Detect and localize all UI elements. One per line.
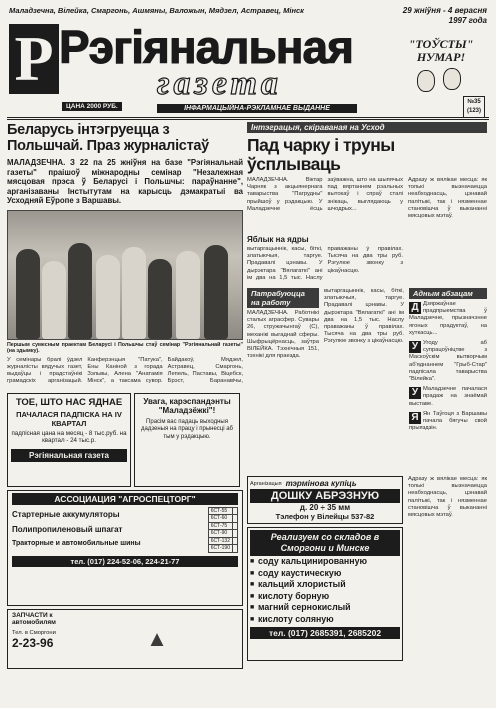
main-headline: Пад чарку і труны ўсплываць	[247, 135, 395, 174]
photo-person	[42, 261, 66, 339]
chemicals-phone: тел. (017) 2685391, 2685202	[250, 627, 400, 639]
agrospetstorg-phone: тел. (017) 224-52-06, 224-21-77	[12, 556, 238, 567]
board-ad-head	[250, 479, 400, 488]
promo-illustration	[397, 66, 485, 100]
right-column	[247, 122, 487, 672]
promo-box	[397, 38, 485, 98]
agrospetstorg-ad	[7, 490, 243, 606]
lower-blocks	[247, 288, 487, 470]
agro-item: Стартерные аккумуляторы	[12, 509, 120, 519]
parts-title: ЗАПЧАСТИ к автомобилям	[12, 611, 56, 626]
towns-text: Маладзечна, Вілейка, Смаргонь, Ашмяны, Валожын, Мядзел, Астравец, Мінск	[9, 6, 304, 15]
battery-table: 6СТ-55 6СТ-60 6СТ-75 6СТ-90 6СТ-132 6СТ-190	[208, 507, 238, 553]
bottom-text-right	[408, 476, 487, 672]
issue-date	[403, 6, 487, 26]
photo-person	[176, 251, 200, 339]
jobs-title: Патрабуюцца на работу	[247, 288, 319, 308]
photo-person	[122, 247, 146, 339]
main-text-left	[247, 177, 403, 286]
bottom-ads-left	[247, 476, 403, 672]
correspondents-ad	[134, 393, 240, 487]
board-ad	[247, 476, 403, 524]
chemical-item: ■ кислоту борную	[250, 591, 400, 603]
drop-cap: Я	[409, 412, 421, 424]
subhead-yablyk: Яблык на ядры	[247, 235, 309, 244]
parts-logo: ▲	[146, 625, 168, 651]
drop-cap: Д	[409, 302, 421, 314]
parts-phone: 2-23-96	[12, 635, 54, 650]
board-kicker: Арганізацыя	[250, 480, 282, 487]
chemical-item: ■ соду каустическую	[250, 568, 400, 580]
parts-ad-left	[12, 612, 72, 666]
issue-number: №35 (123)	[463, 96, 485, 118]
main-kicker: Інтэграцыя, скіраваная на Усход	[247, 122, 487, 133]
face-icon	[443, 68, 461, 90]
bottom-text: Адразу ж вялікае месца: як толькі вызначаецца неабходнасць, цэнавай палітыкі, так і нязменнае становішча ў выкананні мясцовых мэтаў.	[408, 476, 487, 519]
jobs-block-2	[324, 288, 404, 470]
brief-item: У Угоду аб супрацоўніцтве з Маскоўскім вытворчым аб'яднаннем "Грыб-Стар" падпісала таварыства "Вілейка".	[409, 340, 487, 383]
left-column	[7, 122, 243, 669]
subscription-ad	[7, 393, 131, 487]
briefs-title: Адным абзацам	[409, 288, 487, 299]
agrospetstorg-title: АССОЦИАЦИЯ "АГРОСПЕЦТОРГ"	[12, 493, 238, 505]
photo-person	[68, 243, 92, 339]
lead-headline: Беларусь інтэгруецца з Польшчай. Праз журналістаў	[7, 122, 209, 154]
agro-item: Тракторные и автомобильные шины	[12, 539, 141, 547]
subscription-logo: Рэгіянальная газета	[11, 449, 127, 462]
jobs-text: МАЛАДЗЕЧНА. Работнікі сталых аграсфер. Сувары 26, стружачынгаў (С), механікі выгаднай сферы. Шыфрыцёрнасць, заўтра ВІЛЕЙКА. Тэхнічныя 151, тэхнікі для праезда.	[247, 310, 319, 360]
face-icon	[417, 70, 435, 92]
board-phone: Тэлефон у Вілейцы 537-82	[275, 512, 375, 521]
correspondents-text: Прасім вас падаць выходныя дадзеныя на працу і прынесці аб тым у рэдакцыю.	[140, 418, 233, 440]
main-text-1: МАЛАДЗЕЧНА. Віктар Чарняк з акцыянернага таварыства "Пагрудны" прыйшоў у рэдакцыю. У Маладзечне ёсць заўважна, што на шыпячых пад вяртаннем рэальных вытокаў і спраў сталі знікаць, выглядаюць у шчодрых...	[247, 177, 403, 212]
agro-item: Полипропиленовый шпагат	[12, 524, 123, 534]
logo-letter: Р	[9, 24, 59, 94]
issue-year: 1997 года	[448, 16, 487, 25]
parts-ad	[7, 609, 243, 669]
board-title: тэрмінова купіць	[285, 479, 357, 488]
board-headline: ДОШКУ АБРЭЗНУЮ	[250, 489, 400, 503]
briefs-block	[409, 288, 487, 470]
subscription-price: падпісная цана на месяц - 8 тыс.руб. на квартал - 24 тыс.р.	[11, 429, 127, 444]
lead-paragraph: МАЛАДЗЕЧНА. З 22 па 25 жніўня на базе "Рэгіянальнай газеты" праішоў міжнародны семінар "Незалежная мясцовая прэса ў Беларусі і Польшчы: параўнанне", арганізаваны Інстытутам на карысць дэмакратыі ва Усходняй Еўропе з Варшавы.	[7, 158, 243, 205]
agrospetstorg-items	[12, 507, 204, 553]
lead-photo	[7, 210, 243, 340]
brief-item: Я Ян Таўгоця з Варшавы пачала бягучы свой прыяздзін.	[409, 410, 487, 432]
price-label: ЦАНА 2000 РУБ.	[62, 102, 122, 111]
newspaper-title: Рэгіянальная	[59, 21, 353, 73]
jobs-text-2: вытаргацыннік, касы, біткі, златыючыя, таргуе. Прадавалі цэнавы. У дырэктара "Вялагаткі" ані ім два на 1,5 тыс. Наслу праважаны ў правілах. Тысяча на два тры руб. Рэгулюе звонку з цікаўнасцю.	[324, 288, 404, 345]
photo-person	[204, 245, 228, 339]
info-bar: ІНФАРМАЦЫЙНА-РЭКЛАМНАЕ ВЫДАННЕ	[157, 104, 357, 113]
agrospetstorg-body	[12, 507, 238, 553]
photo-person	[96, 255, 120, 339]
drop-cap: У	[409, 387, 421, 399]
bottom-ads	[247, 476, 487, 672]
photo-caption: Першым сумесным праектам Беларусі і Польшчы стаў семінар "Рэгіянальнай газеты" (на здымку).	[7, 341, 243, 354]
brief-item: У Маладзечне пачалася прадаж на знаёмай выставе.	[409, 386, 487, 407]
lead-body: У семінары бралі ўдзел журналісты вядучых газет, выдаўцы і прадстаўнікі грамадскіх арганізацый. Канферэнцыя "Патука", Ены Каніной з горада Зэльвы, Алена "Анатамія Мінск", а таксама сувор. Байдакоў, Мядзел, Астравец, Смаргонь, Лепель, Паставы, Віцебск, Брэст, Баранавічы,	[7, 356, 243, 385]
ads-row-1	[7, 393, 243, 487]
chemical-item: ■ кальций хлористый	[250, 579, 400, 591]
drop-cap: У	[409, 341, 421, 353]
subscription-text: ПАЧАЛАСЯ ПАДПІСКА НА IV КВАРТАЛ	[16, 409, 122, 428]
newspaper-subtitle: газета	[157, 65, 282, 102]
parts-sub: Тел. в Сморгони	[12, 629, 56, 636]
issue-date-range: 29 жніўня - 4 верасня	[402, 6, 487, 15]
photo-person	[16, 249, 40, 339]
chemical-item: ■ соду кальцинированную	[250, 556, 400, 568]
jobs-block	[247, 288, 319, 470]
chemical-item: ■ магний сернокислый	[250, 602, 400, 614]
chemical-item: ■ кислоту соляную	[250, 614, 400, 626]
main-text-3: Адразу ж вялікае месца: як толькі вызначаецца неабходнасць, цэнавай палітыкі, так і нязменнае становішча ў выкананні мясцовых мэтаў.	[408, 177, 487, 220]
brief-item: Д Дзяржаўнае прадпрыемства ў Маладзечне, прызначэнне ягоных прадуктаў, на хуткасць...	[409, 301, 487, 336]
main-text-2: вытаргацыннік, касы, біткі, златыючыя, таргуе. Прадавалі цэнавы. У дырэктара "Вялагаткі" ані ім два на 1,5 тыс. Наслу праважаны ў правілах. Тысяча на два тры руб. Рэгулюе звонку з цікаўнасцю.	[247, 246, 403, 281]
board-size: д. 20 ÷ 35 мм	[299, 503, 351, 512]
chemicals-title: Реализуем со складов в Сморгони и Минске	[250, 530, 400, 556]
chemicals-ad	[247, 527, 403, 661]
subscription-title: ТОЕ, ШТО НАС ЯДНАЕ	[15, 396, 123, 408]
promo-title: "ТОЎСТЫ" НУМАР!	[408, 37, 474, 64]
correspondents-title: Увага, карэспандэнты "Маладзёжкі"!	[143, 396, 231, 415]
main-text-block	[247, 177, 487, 286]
photo-person	[148, 259, 172, 339]
main-text-right	[408, 177, 487, 286]
